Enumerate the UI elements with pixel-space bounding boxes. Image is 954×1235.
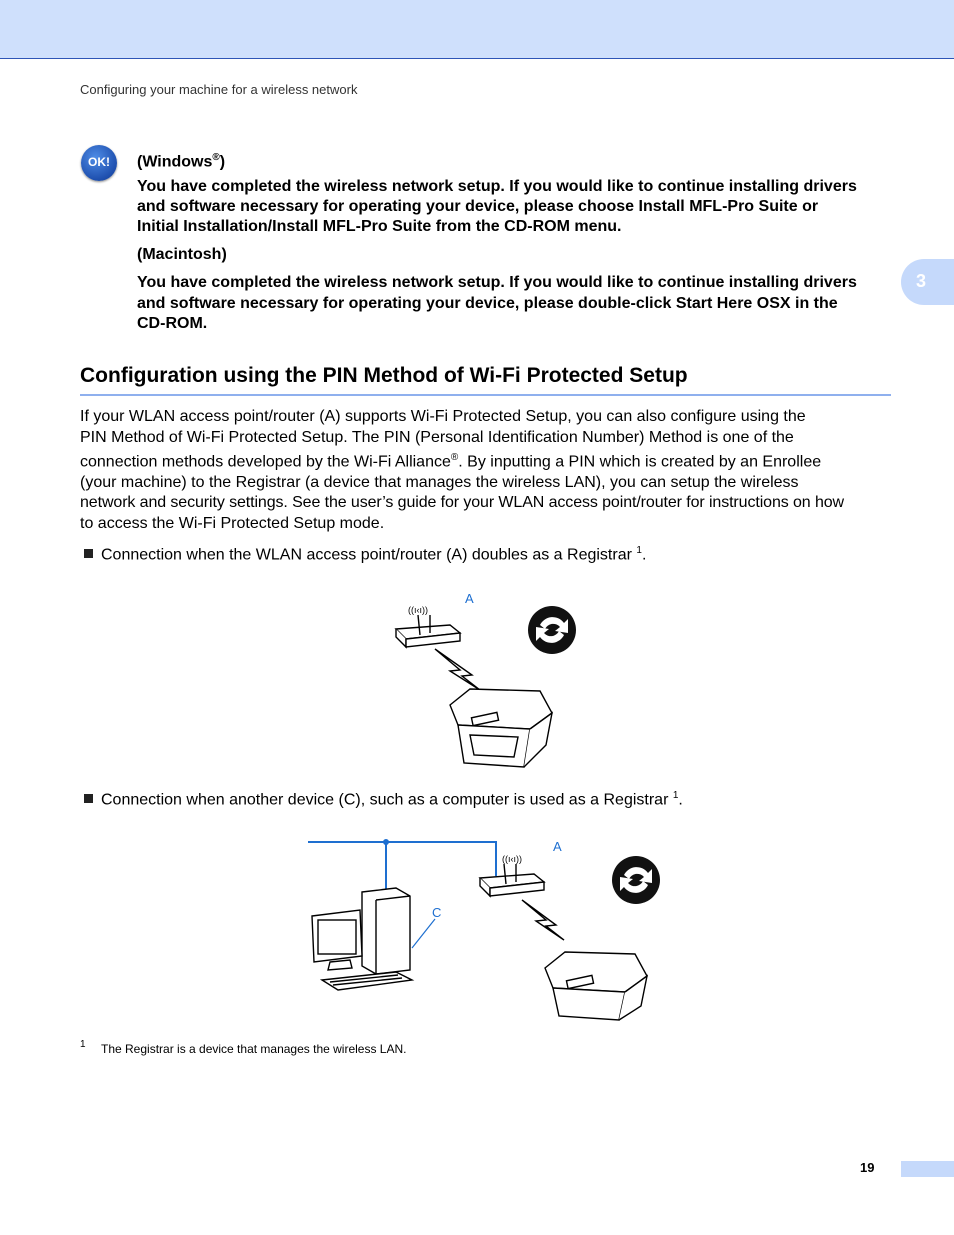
page-tab [901,1161,954,1177]
body-line: PIN Method of Wi-Fi Protected Setup. The PIN (Personal Identification Number) Method is one of the [80,428,794,446]
lightning-icon [435,649,480,690]
printer-icon [450,689,552,767]
section-body [80,407,895,534]
footnote-number: 1 [80,1039,86,1050]
ok-icon [81,145,117,181]
page-number: 19 [860,1160,875,1175]
macintosh-text-3: CD-ROM. [137,315,208,332]
macintosh-text-2: and software necessary for operating your device, please double-click Start Here OSX in the [137,295,838,312]
lightning-icon [522,900,564,940]
windows-text-2: and software necessary for operating your device, please choose Install MFL-Pro Suite or [137,198,819,215]
chapter-number: 3 [916,271,927,291]
label-a: A [553,839,562,854]
breadcrumb: Configuring your machine for a wireless network [80,82,358,97]
wps-icon [528,606,576,654]
wps-icon [612,856,660,904]
bullet-item: Connection when the WLAN access point/router (A) doubles as a Registrar $^1$. [84,545,646,564]
label-a: A [465,591,474,606]
computer-icon [312,888,412,990]
svg-text:((ı‹ı)): ((ı‹ı)) [408,605,428,615]
body-line: connection methods developed by the Wi-Fi Alliance®. By inputting a PIN which is created by an Enrollee [80,452,822,471]
windows-text-3: Initial Installation/Install MFL-Pro Suite from the CD-ROM menu. [137,218,622,235]
macintosh-title: (Macintosh) [137,246,227,263]
svg-text:((ı‹ı)): ((ı‹ı)) [502,854,522,864]
network-line [308,842,496,890]
heading-rule [80,394,891,396]
windows-title: (Windows®) [137,152,226,171]
body-line: If your WLAN access point/router (A) supports Wi-Fi Protected Setup, you can also configure using the [80,408,806,425]
figure-registrar-router [380,585,580,775]
windows-text-1: You have completed the wireless network setup. If you would like to continue installing drivers [137,178,857,195]
ok-icon-label: OK! [88,155,110,169]
header-band [0,0,954,59]
router-icon [396,605,460,647]
section-heading: Configuration using the PIN Method of Wi-Fi Protected Setup [80,364,688,387]
bullet-square-icon [84,549,93,558]
bullet-item: Connection when another device (C), such as a computer is used as a Registrar $^1$. [84,790,683,809]
macintosh-text-1: You have completed the wireless network setup. If you would like to continue installing drivers [137,274,857,291]
figure-computer-registrar [300,830,670,1025]
bullet-square-icon [84,794,93,803]
body-line: (your machine) to the Registrar (a device that manages the wireless LAN), you can setup the wireless [80,473,799,491]
body-line: to access the Wi-Fi Protected Setup mode. [80,514,385,532]
printer-icon [545,952,647,1020]
label-c: C [432,905,442,920]
footnote-text: The Registrar is a device that manages the wireless LAN. [101,1042,407,1056]
chapter-tab [901,259,954,305]
body-line: network and security settings. See the user’s guide for your WLAN access point/router for instructions on how [80,494,844,512]
router-icon [480,854,544,896]
